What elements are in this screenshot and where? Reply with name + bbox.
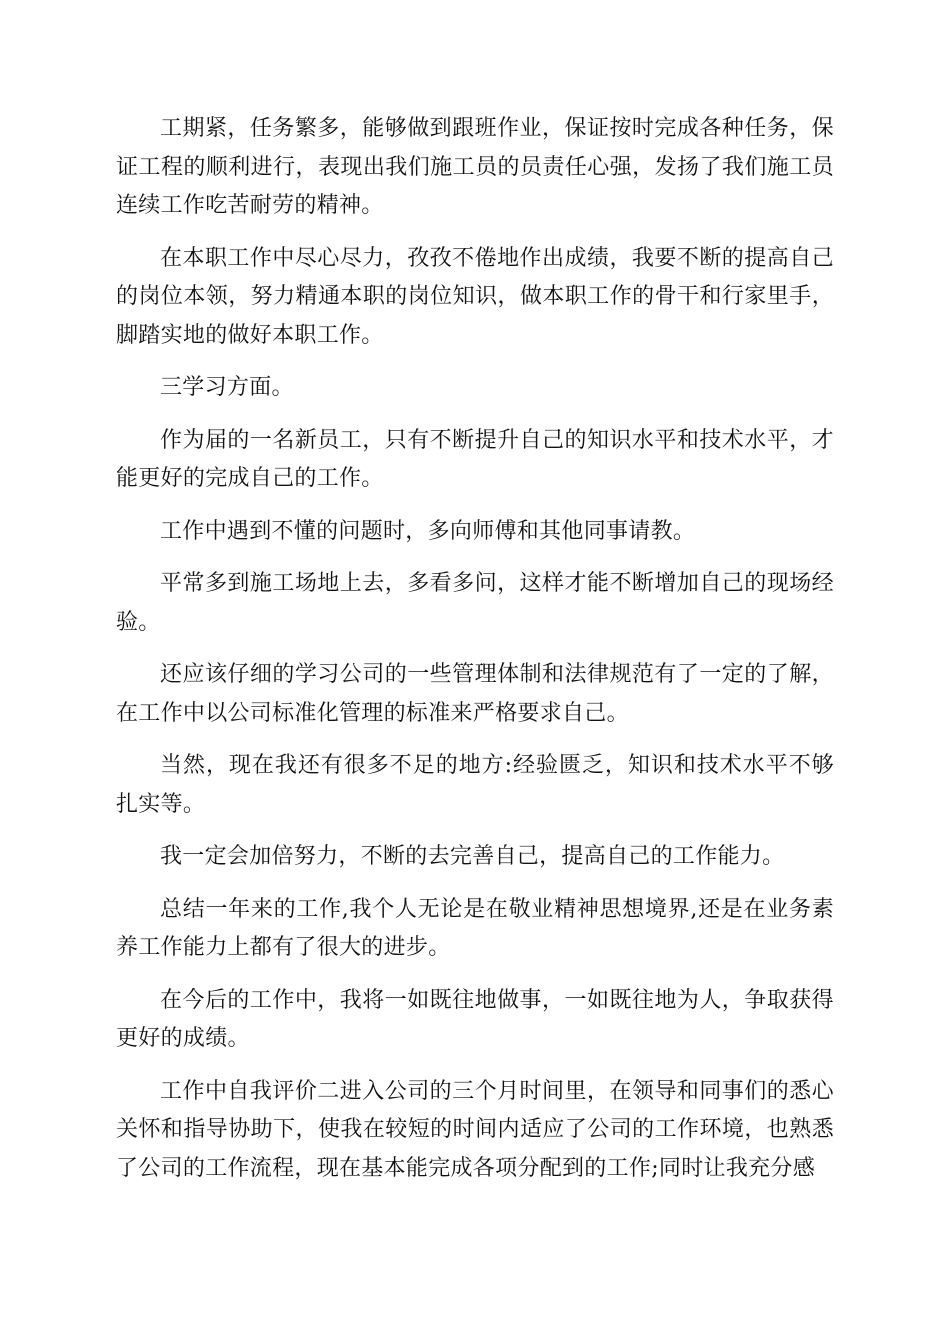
paragraph: 我一定会加倍努力，不断的去完善自己，提高自己的工作能力。 [160, 844, 785, 869]
paragraph: 工作中遇到不懂的问题时，多向师傅和其他同事请教。 [160, 518, 696, 544]
paragraph: 在今后的工作中，我将一如既往地做事，一如既往地为人，争取获得更好的成绩。 [116, 987, 834, 1051]
paragraph: 工期紧，任务繁多，能够做到跟班作业，保证按时完成各种任务，保证工程的顺利进行，表现出我们施工员的员责任心强，发扬了我们施工员连续工作吃苦耐劳的精神。 [116, 116, 834, 218]
paragraph: 还应该仔细的学习公司的一些管理体制和法律规范有了一定的了解，在工作中以公司标准化管理的标准来严格要求自己。 [116, 662, 834, 726]
paragraph: 工作中自我评价二进入公司的三个月时间里，在领导和同事们的悉心关怀和指导协助下，使我在较短的时间内适应了公司的工作环境，也熟悉了公司的工作流程，现在基本能完成各项分配到的工作;同时让我充分感 [116, 1078, 834, 1181]
document-body [116, 110, 834, 1202]
paragraph: 总结一年来的工作,我个人无论是在敬业精神思想境界,还是在业务素养工作能力上都有了很大的进步。 [116, 896, 834, 960]
paragraph: 平常多到施工场地上去，多看多问，这样才能不断增加自己的现场经验。 [116, 571, 834, 635]
paragraph: 当然，现在我还有很多不足的地方:经验匮乏，知识和技术水平不够扎实等。 [116, 753, 834, 817]
paragraph: 作为届的一名新员工，只有不断提升自己的知识水平和技术水平，才能更好的完成自己的工作。 [116, 427, 834, 491]
paragraph: 在本职工作中尽心尽力，孜孜不倦地作出成绩，我要不断的提高自己的岗位本领，努力精通本职的岗位知识，做本职工作的骨干和行家里手，脚踏实地的做好本职工作。 [116, 245, 834, 348]
section-heading: 三学习方面。 [160, 375, 294, 400]
